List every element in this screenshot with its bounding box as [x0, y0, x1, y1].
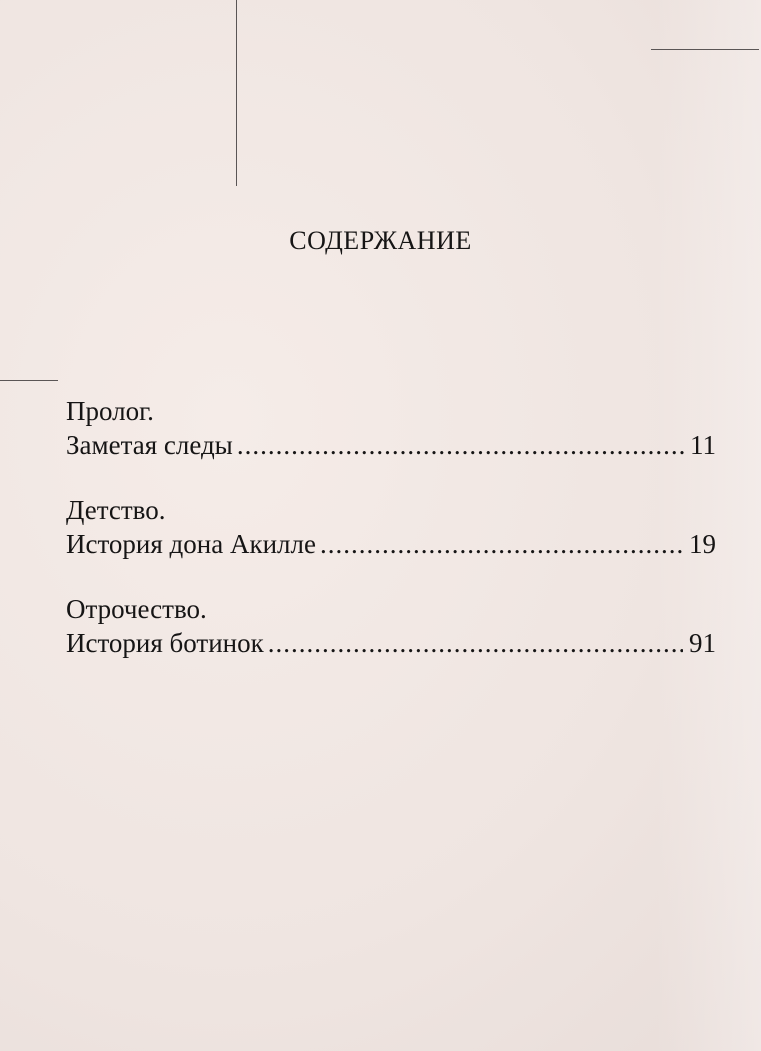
- table-of-contents: [66, 394, 716, 691]
- toc-part-label: Отрочество.: [66, 594, 207, 624]
- crop-mark-horizontal-top: [651, 49, 759, 50]
- toc-entry-title: Заметая следы: [66, 430, 233, 460]
- toc-entry: [66, 626, 716, 660]
- toc-section-adolescence: [66, 592, 716, 660]
- toc-section-childhood: [66, 493, 716, 561]
- crop-mark-horizontal-left: [0, 380, 58, 381]
- toc-heading: СОДЕРЖАНИЕ: [289, 226, 472, 255]
- toc-entry: [66, 428, 716, 462]
- toc-part-label: Пролог.: [66, 396, 154, 426]
- toc-page-number: 19: [689, 529, 716, 559]
- toc-page-number: 11: [690, 430, 716, 460]
- toc-entry-title: История ботинок: [66, 628, 264, 658]
- toc-leader-dots: [320, 527, 683, 561]
- toc-leader-dots: [268, 626, 683, 660]
- toc-entry-title: История дона Акилле: [66, 529, 316, 559]
- toc-section-prologue: [66, 394, 716, 462]
- toc-leader-dots: [237, 428, 684, 462]
- toc-page-number: 91: [689, 628, 716, 658]
- crop-mark-vertical: [236, 0, 237, 186]
- toc-part-label: Детство.: [66, 495, 166, 525]
- toc-entry: [66, 527, 716, 561]
